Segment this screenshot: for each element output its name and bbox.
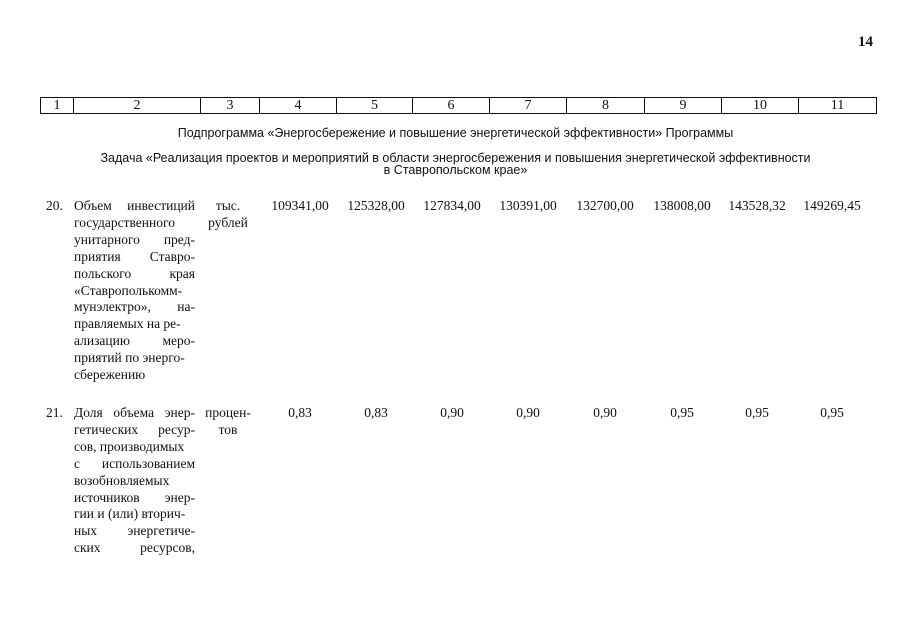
value-col-6: 0,90	[440, 405, 464, 420]
indicator-name-line: гии и (или) вторич-	[74, 506, 186, 522]
column-number-2: 2	[74, 98, 201, 114]
task-title-line-2: в Ставропольском крае»	[383, 163, 528, 177]
column-number-4: 4	[260, 98, 337, 114]
value-col-6: 127834,00	[423, 198, 481, 213]
column-number-11: 11	[799, 98, 877, 114]
value-col-9: 0,95	[670, 405, 694, 420]
column-number-9: 9	[645, 98, 722, 114]
indicator-name-line: государственного	[74, 214, 175, 230]
column-number-3: 3	[201, 98, 260, 114]
column-number-7: 7	[490, 98, 567, 114]
value-col-8: 0,90	[593, 405, 617, 420]
unit-of-measure	[200, 405, 256, 439]
value-col-7: 130391,00	[499, 198, 557, 213]
value-col-10: 0,95	[745, 405, 769, 420]
indicator-name-line: с использованием	[74, 455, 195, 471]
unit-line: тов	[218, 421, 238, 437]
value-col-9: 138008,00	[653, 198, 711, 213]
indicator-name-line: сов, производимых	[74, 438, 185, 454]
column-number-5: 5	[337, 98, 413, 114]
value-col-8: 132700,00	[576, 198, 634, 213]
page-number: 14	[858, 34, 873, 50]
value-col-11: 0,95	[820, 405, 844, 420]
value-col-4: 0,83	[288, 405, 312, 420]
indicator-name-line: источников энер-	[74, 489, 195, 505]
unit-line: тыс.	[215, 198, 241, 213]
indicator-name	[74, 405, 195, 557]
column-number-6: 6	[413, 98, 490, 114]
unit-line: рублей	[208, 214, 248, 230]
column-number-1: 1	[41, 98, 74, 114]
indicator-name-line: ализацию меро-	[74, 333, 195, 349]
indicator-name-line: ских ресурсов,	[74, 540, 195, 556]
value-col-11: 149269,45	[803, 198, 861, 213]
indicator-name-line: правляемых на ре-	[74, 316, 181, 332]
column-number-10: 10	[722, 98, 799, 114]
indicator-name-line: сбережению	[74, 367, 146, 383]
value-col-5: 0,83	[364, 405, 388, 420]
value-col-10: 143528,32	[728, 198, 786, 213]
value-col-4: 109341,00	[271, 198, 329, 213]
indicator-name-line: унитарного пред-	[74, 231, 195, 247]
indicator-name-line: Объем инвестиций	[74, 198, 195, 213]
indicator-name-line: Доля объема энер-	[74, 405, 195, 420]
subprogram-title: Подпрограмма «Энергосбережение и повышение энергетической эффективности» Программы	[177, 126, 734, 140]
indicator-name-line: гетических ресур-	[74, 421, 195, 437]
column-number-row	[41, 98, 877, 114]
indicator-name-line: приятия Ставро-	[74, 248, 195, 264]
indicator-name	[74, 198, 195, 384]
row-number: 21.	[46, 405, 63, 420]
column-number-8: 8	[567, 98, 645, 114]
indicator-name-line: «Ставрополькомм-	[74, 282, 183, 298]
column-number-header	[40, 97, 877, 114]
indicator-name-line: приятий по энерго-	[74, 350, 185, 366]
row-number: 20.	[46, 198, 63, 213]
task-title	[40, 152, 871, 176]
unit-of-measure	[200, 198, 256, 232]
value-col-7: 0,90	[516, 405, 540, 420]
value-col-5: 125328,00	[347, 198, 405, 213]
indicator-name-line: возобновляемых	[74, 472, 170, 488]
unit-line: процен-	[205, 405, 251, 420]
indicator-name-line: мунэлектро», на-	[74, 299, 195, 315]
indicator-name-line: польского края	[74, 265, 195, 281]
indicator-name-line: ных энергетиче-	[74, 523, 195, 539]
task-title-line-1: Задача «Реализация проектов и мероприятий в области энергосбережения и повышения энергетической эффективности	[100, 151, 811, 165]
